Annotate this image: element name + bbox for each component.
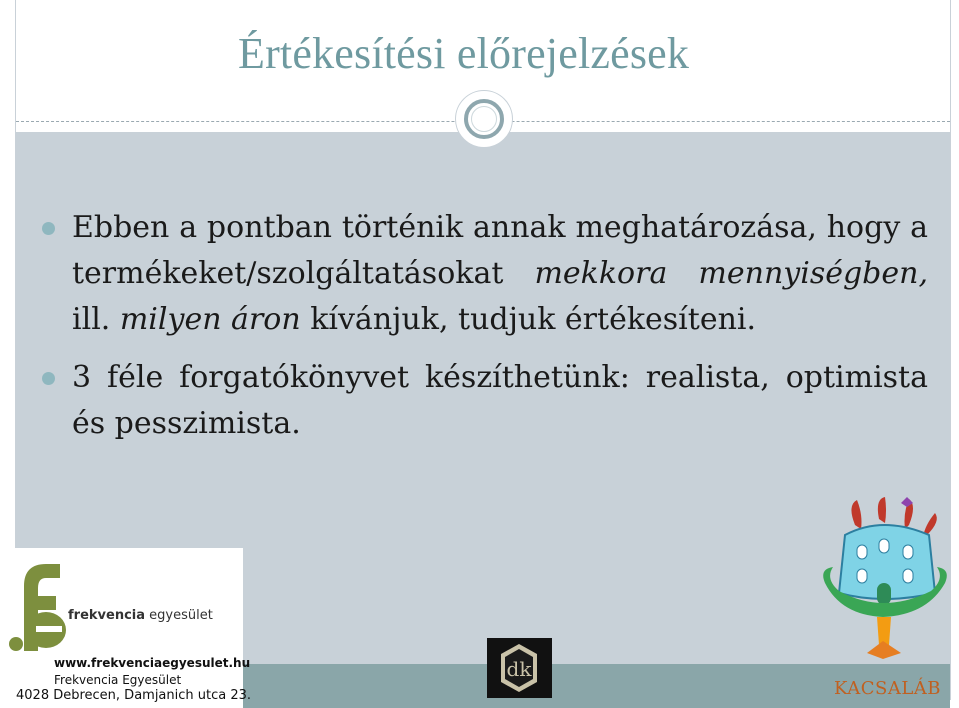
dk-logo-icon	[487, 638, 552, 698]
frekvencia-address: 4028 Debrecen, Damjanich utca 23.	[16, 688, 252, 703]
slide-title: Értékesítési előrejelzések	[238, 29, 690, 78]
bullet-text-2: 3 féle forgatókönyvet készíthetünk: realista, optimista és pesszimista.	[72, 360, 928, 441]
frekvencia-org-name: Frekvencia Egyesület	[54, 673, 182, 687]
bullet-item-2	[40, 355, 928, 447]
dk-logo-label: dk	[506, 657, 532, 681]
bullet-text-1e: kívánjuk, tudjuk értékesíteni.	[300, 302, 757, 337]
frekvencia-website: www.frekvenciaegyesulet.hu	[54, 656, 251, 670]
bullet-text-1c: ill.	[72, 302, 120, 337]
dk-logo	[487, 638, 552, 698]
ring-ornament-inner	[464, 99, 504, 139]
frekvencia-fe-logo-icon	[2, 556, 68, 654]
bullet-text-1a: Ebben a pontban történik annak meghatározása, hogy a termékeket/szolgáltatásokat	[72, 210, 928, 291]
bullet-text-1d: milyen áron	[119, 302, 301, 337]
frekvencia-name-rest: egyesület	[145, 608, 213, 623]
frekvencia-name-bold: frekvencia	[68, 608, 146, 623]
bullet-dot-icon	[42, 222, 55, 235]
bullet-text-1b: mekkora mennyiségben,	[534, 256, 928, 291]
bullet-dot-icon	[42, 372, 55, 385]
frekvencia-name	[68, 608, 213, 623]
ring-ornament-icon	[456, 91, 512, 147]
kacsalab-house-icon	[817, 495, 952, 670]
bullet-item-1	[40, 205, 928, 343]
kacsalab-label: KACSALÁB	[834, 678, 941, 699]
bullet-list	[40, 205, 928, 459]
